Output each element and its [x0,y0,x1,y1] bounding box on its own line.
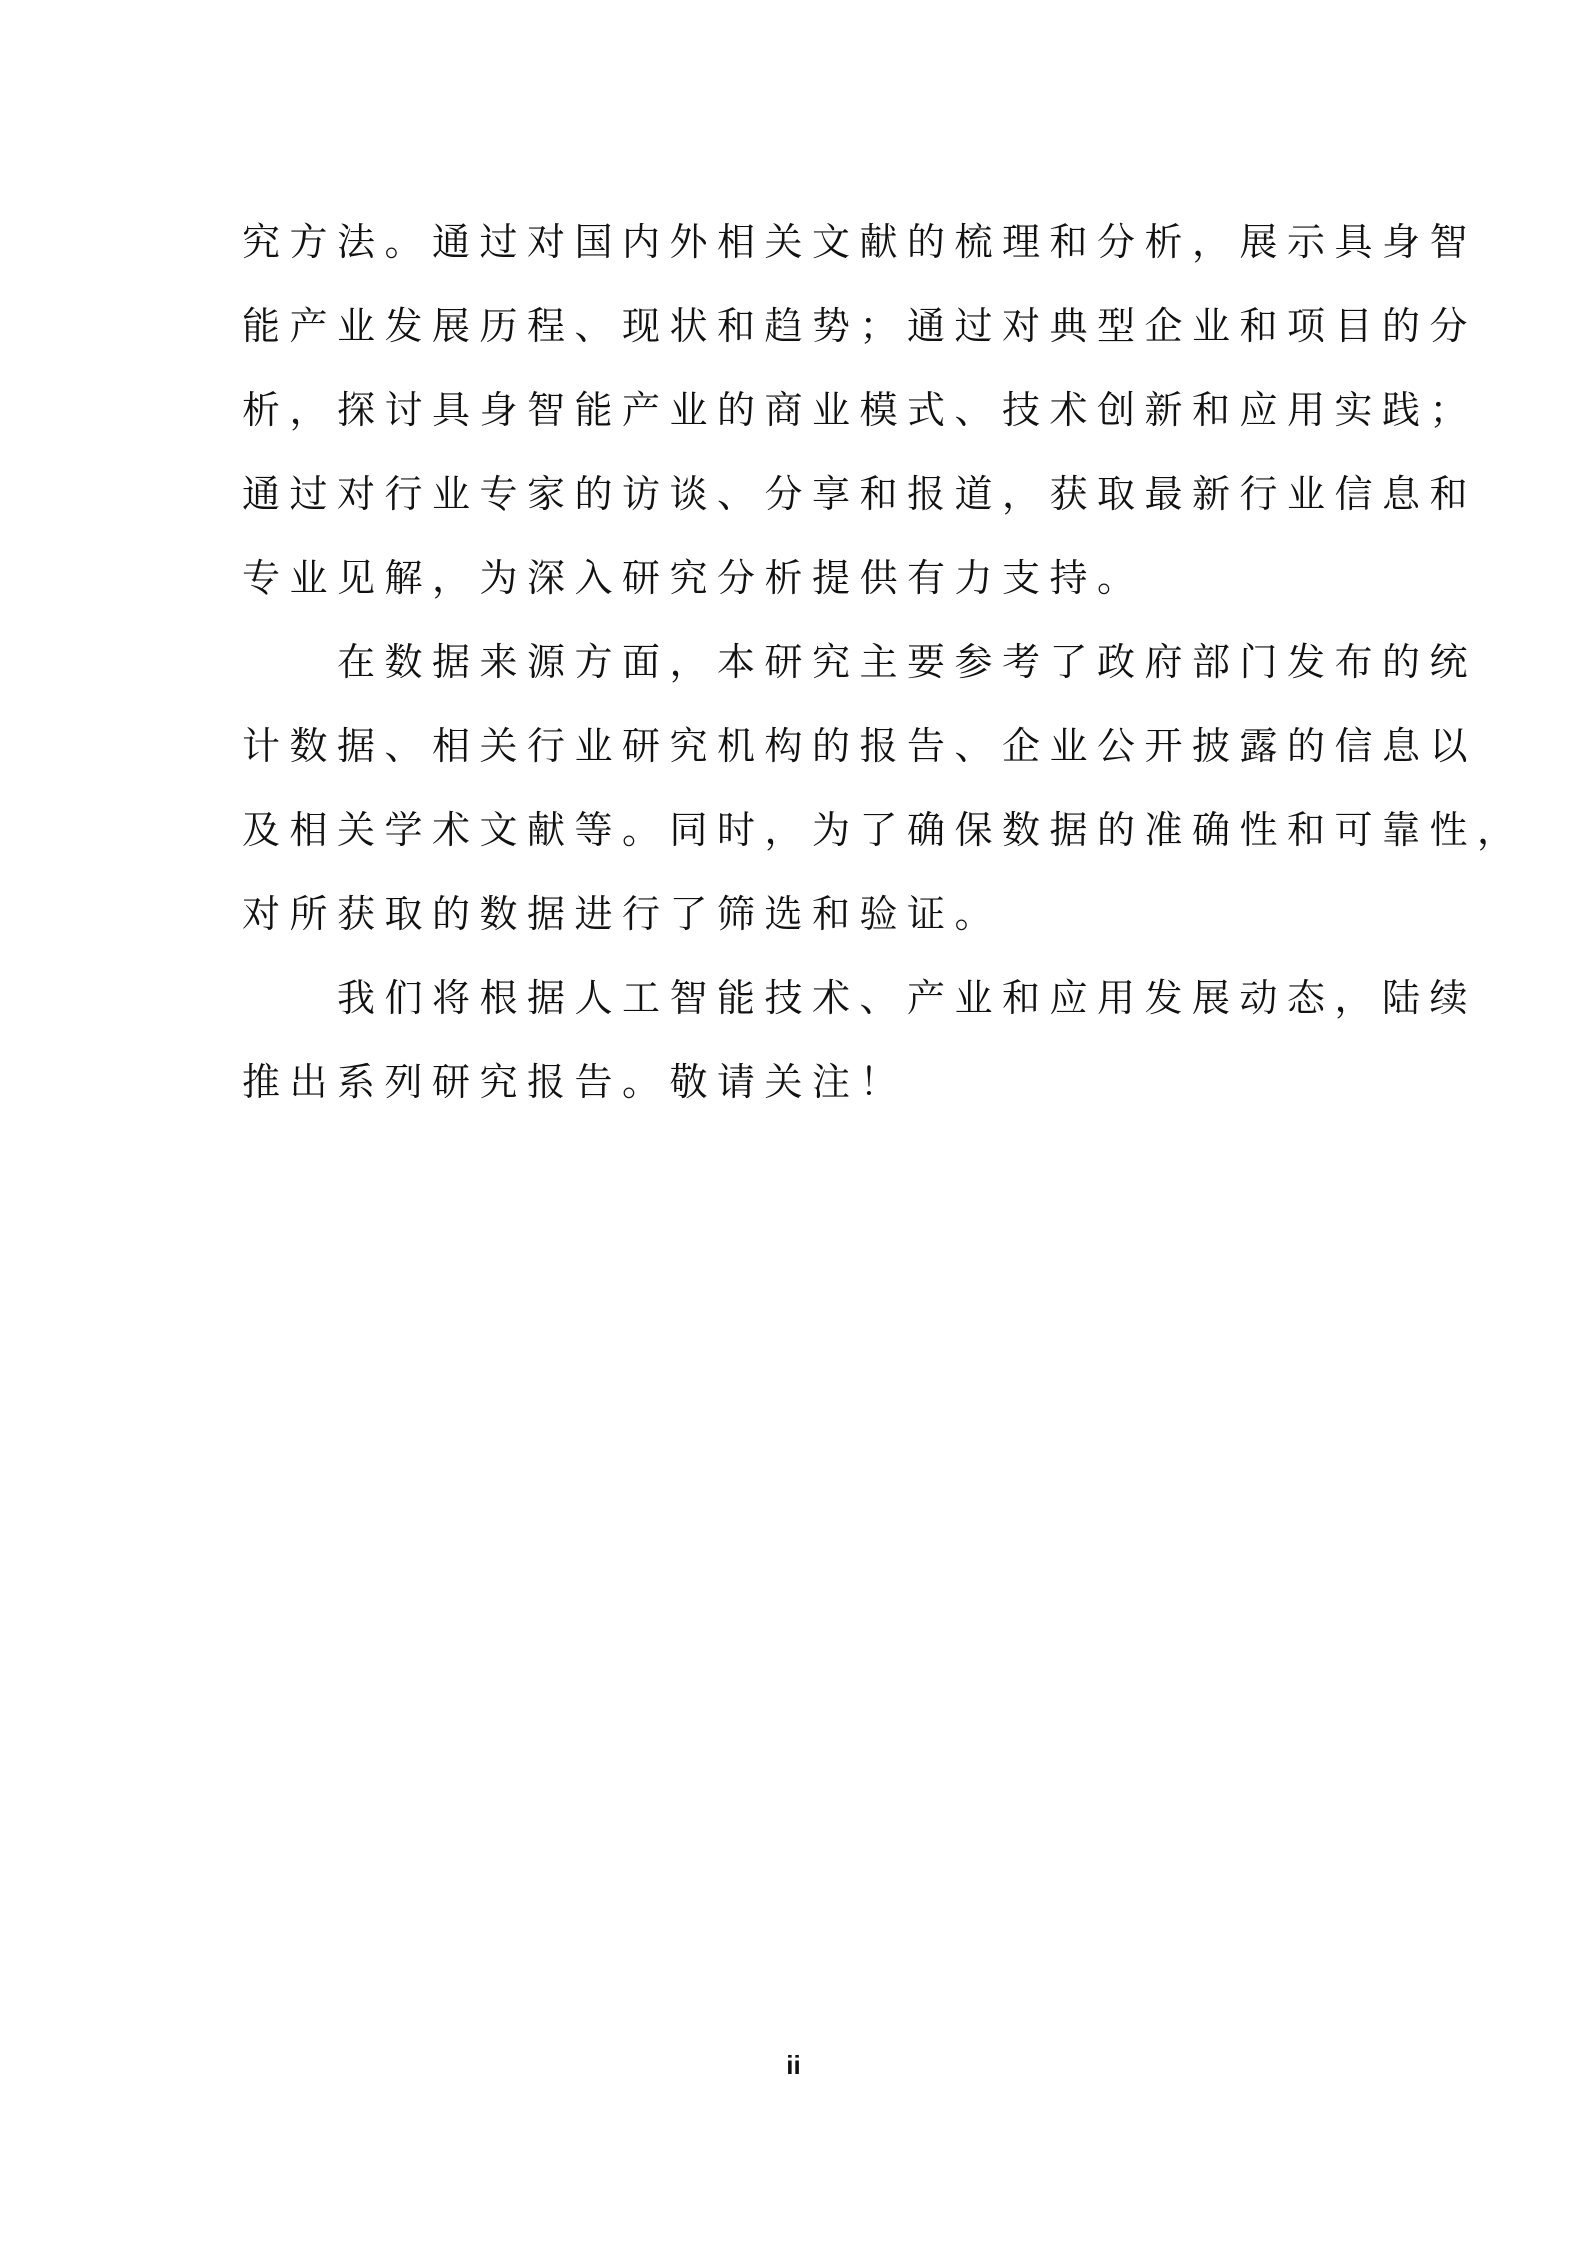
text-line: 专业见解，为深入研究分析提供有力支持。 [242,556,1145,600]
text-line: 计数据、相关行业研究机构的报告、企业公开披露的信息以 [242,724,1478,768]
text-line: 析，探讨具身智能产业的商业模式、技术创新和应用实践； [242,388,1478,432]
paragraph-closing [242,956,1478,1124]
text-line: 在数据来源方面，本研究主要参考了政府部门发布的统 [337,640,1478,684]
text-line: 我们将根据人工智能技术、产业和应用发展动态，陆续 [337,976,1478,1020]
text-line: 通过对行业专家的访谈、分享和报道，获取最新行业信息和 [242,472,1478,516]
text-line: 能产业发展历程、现状和趋势；通过对典型企业和项目的分 [242,304,1478,348]
paragraph-research-methods [242,200,1478,620]
text-line: 对所获取的数据进行了筛选和验证。 [242,892,1003,936]
page-number: ii [786,2050,801,2080]
paragraph-data-sources [242,620,1525,956]
text-line: 推出系列研究报告。敬请关注！ [242,1060,908,1104]
text-line: 及相关学术文献等。同时，为了确保数据的准确性和可靠性， [242,808,1525,852]
body-text [242,200,1525,1124]
text-line: 究方法。通过对国内外相关文献的梳理和分析，展示具身智 [242,220,1478,264]
